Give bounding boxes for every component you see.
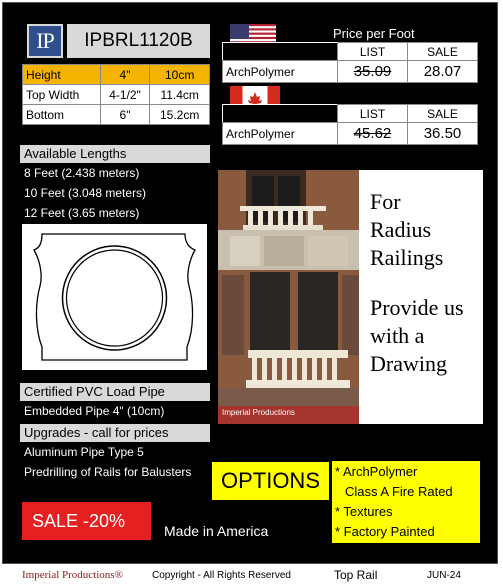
price-per-foot-title: Price per Foot <box>333 26 415 41</box>
footer-brand: Imperial Productions® <box>22 569 123 581</box>
options-label: OPTIONS <box>212 462 329 500</box>
embedded-pipe-text: Embedded Pipe 4" (10cm) <box>24 404 165 418</box>
photo-watermark: Imperial Productions <box>222 408 295 417</box>
dimension-imperial: 4-1/2" <box>100 85 150 105</box>
option-item: * ArchPolymer <box>335 464 418 479</box>
footer-copyright: Copyright - All Rights Reserved <box>152 570 291 581</box>
sale-header: SALE <box>408 43 478 61</box>
building-photo <box>218 170 359 424</box>
certified-pipe-heading: Certified PVC Load Pipe <box>20 383 210 401</box>
dimensions-table <box>22 64 210 125</box>
upgrades-heading: Upgrades - call for prices <box>20 424 210 442</box>
footer-product: Top Rail <box>334 568 378 582</box>
length-item: 8 Feet (2.438 meters) <box>24 166 140 180</box>
option-item: * Textures <box>335 504 393 519</box>
dimension-label: Height <box>23 65 101 85</box>
length-item: 10 Feet (3.048 meters) <box>24 186 147 200</box>
dimension-metric: 11.4cm <box>150 85 210 105</box>
note-line: with a <box>370 323 425 348</box>
sale-price: 28.07 <box>408 61 478 83</box>
option-item: Class A Fire Rated <box>345 484 453 499</box>
list-price: 35.09 <box>338 61 408 83</box>
sale-header: SALE <box>408 105 478 123</box>
list-header: LIST <box>338 105 408 123</box>
note-line: Provide us <box>370 295 464 320</box>
dimension-label: Bottom <box>23 105 101 125</box>
sale-badge: SALE -20% <box>22 502 151 540</box>
radius-railings-note <box>359 170 483 424</box>
list-price: 45.62 <box>338 123 408 145</box>
brand-logo: IP <box>27 24 63 58</box>
note-line: For <box>370 189 401 214</box>
dimension-imperial: 6" <box>100 105 150 125</box>
dimension-row-height <box>23 65 210 85</box>
footer-date: JUN-24 <box>427 570 461 581</box>
dimension-imperial: 4" <box>100 65 150 85</box>
dimension-row-top-width <box>23 85 210 105</box>
made-in-america: Made in America <box>164 523 269 539</box>
available-lengths-heading: Available Lengths <box>20 145 210 163</box>
dimension-label: Top Width <box>23 85 101 105</box>
rail-profile-drawing <box>22 224 207 370</box>
dimension-metric: 15.2cm <box>150 105 210 125</box>
dimension-metric: 10cm <box>150 65 210 85</box>
options-list <box>332 461 480 543</box>
dimension-row-bottom <box>23 105 210 125</box>
list-header: LIST <box>338 43 408 61</box>
product-sku: IPBRL1120B <box>67 24 210 58</box>
footer <box>0 566 503 586</box>
note-line: Drawing <box>370 351 447 376</box>
option-item: * Factory Painted <box>335 524 435 539</box>
upgrade-item: Aluminum Pipe Type 5 <box>24 445 144 459</box>
upgrade-item: Predrilling of Rails for Balusters <box>24 465 192 479</box>
sale-price: 36.50 <box>408 123 478 145</box>
note-line: Railings <box>370 245 444 270</box>
material-label: ArchPolymer <box>223 61 338 83</box>
length-item: 12 Feet (3.65 meters) <box>24 206 140 220</box>
material-label: ArchPolymer <box>223 123 338 145</box>
note-line: Radius <box>370 217 432 242</box>
canada-price-table <box>222 104 478 145</box>
us-price-table <box>222 42 478 83</box>
